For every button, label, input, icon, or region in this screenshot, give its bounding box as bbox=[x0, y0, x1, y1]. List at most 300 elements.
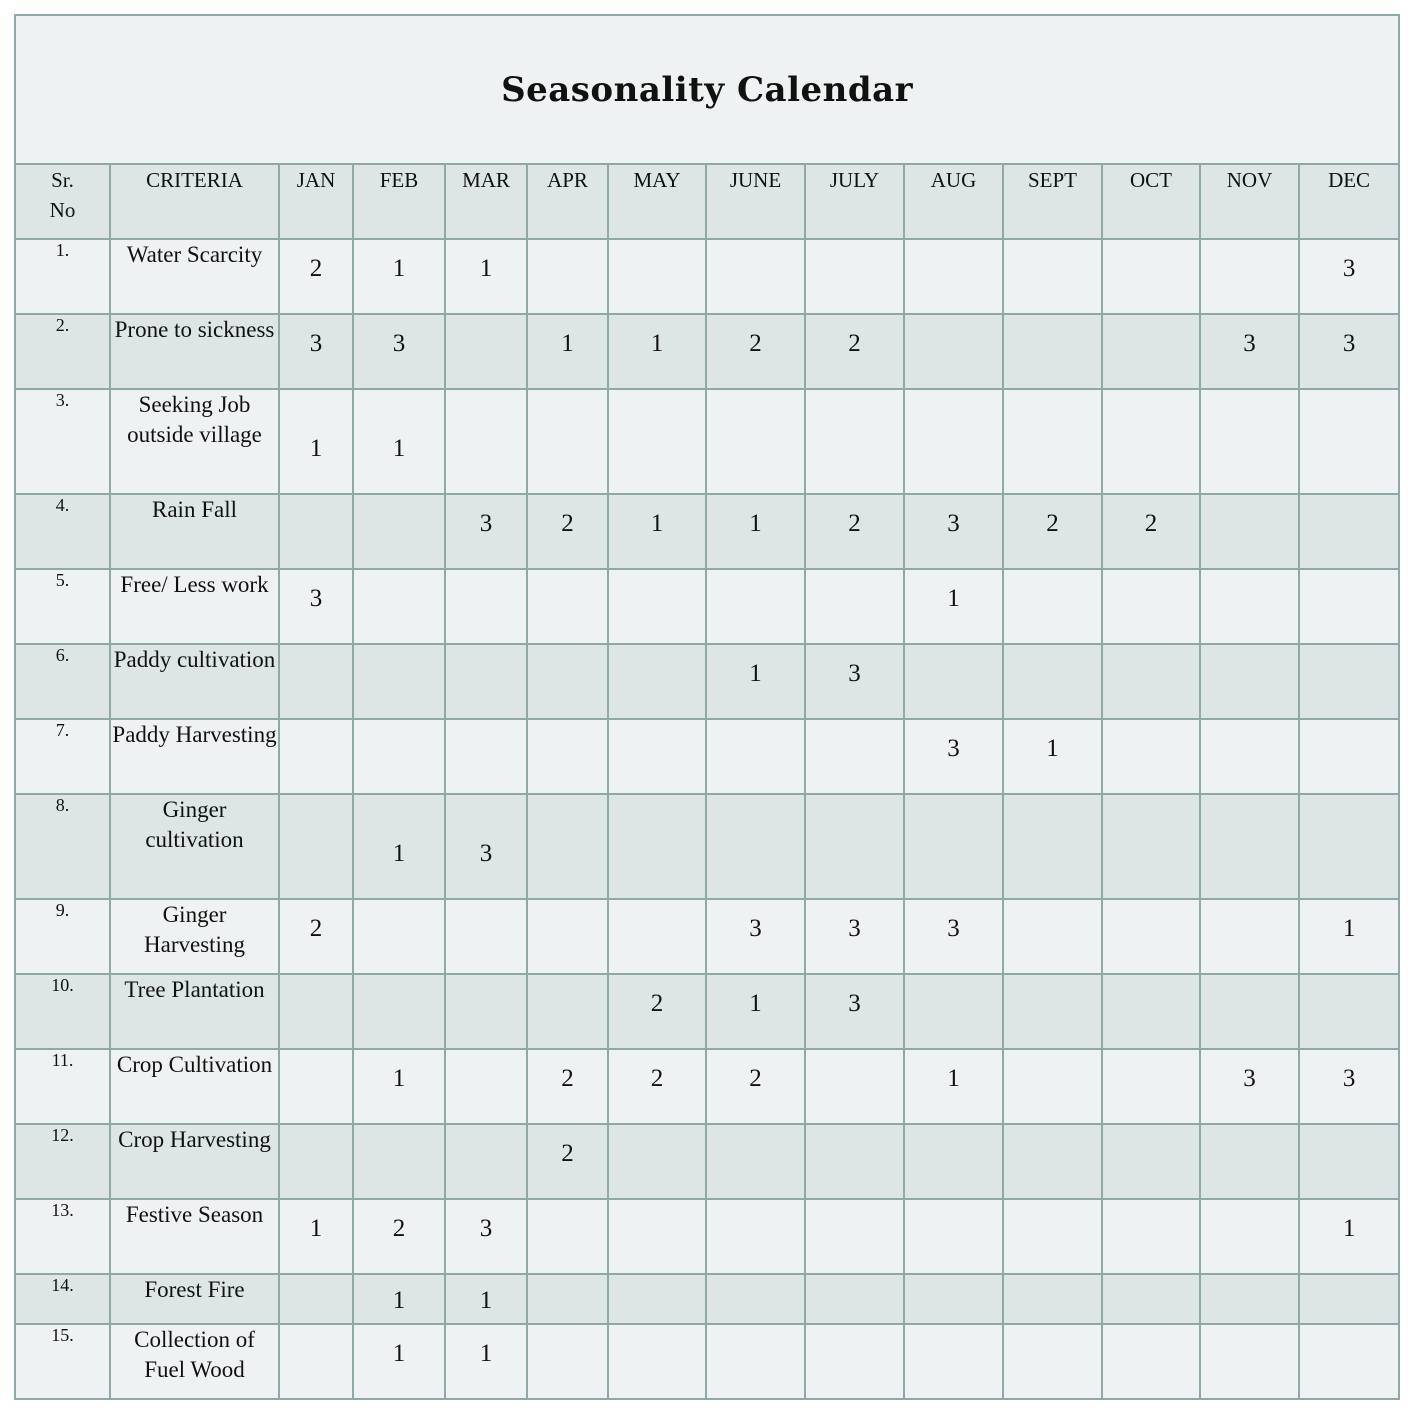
value-cell bbox=[1003, 1274, 1102, 1324]
value-cell bbox=[445, 494, 527, 569]
value-text bbox=[905, 1325, 1002, 1340]
value-cell bbox=[608, 494, 706, 569]
value-cell bbox=[1200, 314, 1299, 389]
row-number: 5. bbox=[15, 569, 110, 644]
value-text bbox=[528, 240, 607, 255]
value-text bbox=[1201, 240, 1298, 255]
value-cell bbox=[445, 974, 527, 1049]
value-text bbox=[1300, 390, 1398, 435]
value-text bbox=[1004, 975, 1101, 990]
value-cell bbox=[904, 1274, 1003, 1324]
criteria-cell: Rain Fall bbox=[110, 494, 279, 569]
header-row bbox=[15, 164, 1399, 239]
criteria-cell: Forest Fire bbox=[110, 1274, 279, 1324]
value-cell bbox=[805, 314, 904, 389]
value-text bbox=[1004, 900, 1101, 915]
value-cell bbox=[1299, 644, 1399, 719]
value-cell bbox=[608, 569, 706, 644]
value-cell bbox=[1102, 794, 1200, 899]
value-cell bbox=[608, 899, 706, 974]
value-text bbox=[446, 315, 526, 330]
row-number: 9. bbox=[15, 899, 110, 974]
value-text: 3 bbox=[1243, 1065, 1256, 1092]
value-cell bbox=[1299, 974, 1399, 1049]
value-cell bbox=[1003, 314, 1102, 389]
row-number: 4. bbox=[15, 494, 110, 569]
value-text bbox=[1103, 240, 1199, 255]
value-cell bbox=[1200, 1049, 1299, 1124]
value-text: 1 bbox=[749, 990, 762, 1017]
value-cell bbox=[1102, 1049, 1200, 1124]
value-cell bbox=[353, 569, 445, 644]
value-cell bbox=[805, 1324, 904, 1399]
value-text bbox=[1103, 645, 1199, 660]
title-cell bbox=[15, 15, 1399, 164]
value-cell bbox=[706, 794, 805, 899]
value-cell bbox=[527, 899, 608, 974]
value-text bbox=[1103, 1275, 1199, 1287]
header-sept: SEPT bbox=[1003, 164, 1102, 239]
value-cell bbox=[353, 389, 445, 494]
table-row bbox=[15, 1324, 1399, 1399]
value-text: 1 bbox=[479, 1287, 493, 1314]
value-text bbox=[806, 720, 903, 735]
value-cell bbox=[1299, 1274, 1399, 1324]
value-text bbox=[446, 1050, 526, 1065]
value-text bbox=[707, 720, 804, 735]
value-cell bbox=[1102, 1124, 1200, 1199]
value-text: 1 bbox=[479, 255, 493, 282]
value-text bbox=[280, 720, 352, 735]
value-cell bbox=[445, 314, 527, 389]
value-text bbox=[280, 645, 352, 660]
row-number: 7. bbox=[15, 719, 110, 794]
value-text bbox=[1201, 495, 1298, 510]
value-cell bbox=[353, 239, 445, 314]
value-text bbox=[1103, 390, 1199, 435]
value-cell bbox=[353, 974, 445, 1049]
value-cell bbox=[279, 1199, 353, 1274]
value-cell bbox=[1003, 569, 1102, 644]
header-mar: MAR bbox=[445, 164, 527, 239]
row-number: 14. bbox=[15, 1274, 110, 1324]
value-text bbox=[1201, 975, 1298, 990]
value-text bbox=[707, 1275, 804, 1287]
table-row bbox=[15, 644, 1399, 719]
value-cell bbox=[1102, 1274, 1200, 1324]
value-text bbox=[354, 720, 444, 735]
value-text: 3 bbox=[848, 660, 861, 687]
value-text bbox=[354, 975, 444, 990]
value-text bbox=[1201, 570, 1298, 585]
value-cell bbox=[1003, 644, 1102, 719]
value-cell bbox=[279, 239, 353, 314]
value-cell bbox=[1200, 1199, 1299, 1274]
value-text bbox=[280, 1325, 352, 1340]
value-cell bbox=[805, 974, 904, 1049]
header-dec: DEC bbox=[1299, 164, 1399, 239]
value-text: 1 bbox=[749, 510, 762, 537]
value-text bbox=[528, 390, 607, 435]
value-text: 1 bbox=[1342, 1215, 1356, 1242]
value-text: 1 bbox=[947, 1065, 960, 1092]
value-text bbox=[707, 1325, 804, 1340]
value-cell bbox=[706, 389, 805, 494]
value-cell bbox=[1200, 899, 1299, 974]
value-text bbox=[446, 645, 526, 660]
value-cell bbox=[445, 719, 527, 794]
value-cell bbox=[706, 1274, 805, 1324]
value-text bbox=[528, 975, 607, 990]
criteria-cell: Crop Harvesting bbox=[110, 1124, 279, 1199]
value-text bbox=[905, 1200, 1002, 1215]
value-cell bbox=[805, 644, 904, 719]
value-text bbox=[1103, 720, 1199, 735]
value-text bbox=[1004, 315, 1101, 330]
value-text bbox=[806, 570, 903, 585]
value-text: 2 bbox=[1046, 510, 1059, 537]
value-cell bbox=[353, 1124, 445, 1199]
value-text bbox=[1300, 1275, 1398, 1287]
value-cell bbox=[1299, 719, 1399, 794]
value-text: 1 bbox=[309, 435, 323, 462]
value-text bbox=[1300, 975, 1398, 990]
table-row bbox=[15, 794, 1399, 899]
value-cell bbox=[279, 974, 353, 1049]
value-text: 3 bbox=[1243, 330, 1256, 357]
value-cell bbox=[1299, 1124, 1399, 1199]
value-cell bbox=[527, 239, 608, 314]
value-text bbox=[1103, 1125, 1199, 1140]
value-cell bbox=[527, 1049, 608, 1124]
value-cell bbox=[353, 719, 445, 794]
value-cell bbox=[353, 494, 445, 569]
value-text: 3 bbox=[479, 840, 493, 867]
value-cell bbox=[1102, 974, 1200, 1049]
value-text: 3 bbox=[479, 510, 493, 537]
value-cell bbox=[445, 1274, 527, 1324]
value-cell bbox=[1299, 794, 1399, 899]
seasonality-table bbox=[14, 14, 1400, 1400]
value-cell bbox=[1102, 1199, 1200, 1274]
value-cell bbox=[527, 794, 608, 899]
value-cell bbox=[1200, 1324, 1299, 1399]
value-cell bbox=[706, 644, 805, 719]
value-cell bbox=[904, 644, 1003, 719]
value-cell bbox=[1200, 974, 1299, 1049]
value-text bbox=[806, 795, 903, 840]
value-text: 3 bbox=[848, 915, 861, 942]
value-cell bbox=[1102, 1324, 1200, 1399]
value-cell bbox=[904, 1324, 1003, 1399]
row-number: 2. bbox=[15, 314, 110, 389]
value-text bbox=[707, 240, 804, 255]
value-cell bbox=[608, 239, 706, 314]
value-text bbox=[528, 1325, 607, 1340]
value-text bbox=[1201, 645, 1298, 660]
value-cell bbox=[904, 494, 1003, 569]
value-text bbox=[609, 1200, 705, 1215]
value-text bbox=[609, 390, 705, 435]
value-cell bbox=[904, 899, 1003, 974]
value-cell bbox=[608, 644, 706, 719]
value-text bbox=[609, 1125, 705, 1140]
value-text bbox=[806, 1200, 903, 1215]
value-cell bbox=[445, 1199, 527, 1274]
value-cell bbox=[1299, 314, 1399, 389]
header-sr-no: Sr. No bbox=[15, 164, 110, 239]
value-cell bbox=[279, 899, 353, 974]
value-cell bbox=[805, 719, 904, 794]
value-text bbox=[528, 645, 607, 660]
value-cell bbox=[706, 974, 805, 1049]
value-cell bbox=[445, 1124, 527, 1199]
value-text: 2 bbox=[309, 255, 323, 282]
value-text bbox=[1201, 390, 1298, 435]
value-cell bbox=[1003, 1199, 1102, 1274]
value-text: 1 bbox=[749, 660, 762, 687]
value-cell bbox=[1003, 239, 1102, 314]
row-number: 12. bbox=[15, 1124, 110, 1199]
value-text bbox=[1103, 975, 1199, 990]
value-text: 2 bbox=[749, 1065, 762, 1092]
criteria-cell: Prone to sickness bbox=[110, 314, 279, 389]
row-number: 13. bbox=[15, 1199, 110, 1274]
table-row bbox=[15, 314, 1399, 389]
value-text bbox=[1004, 795, 1101, 840]
value-cell bbox=[1200, 794, 1299, 899]
value-text bbox=[354, 900, 444, 915]
value-cell bbox=[805, 1049, 904, 1124]
value-cell bbox=[445, 794, 527, 899]
value-cell bbox=[1200, 494, 1299, 569]
value-text bbox=[1201, 720, 1298, 735]
value-cell bbox=[279, 1324, 353, 1399]
value-text bbox=[609, 1325, 705, 1340]
value-text: 2 bbox=[561, 1140, 574, 1167]
value-cell bbox=[608, 719, 706, 794]
value-cell bbox=[904, 1049, 1003, 1124]
value-cell bbox=[904, 974, 1003, 1049]
value-cell bbox=[1003, 974, 1102, 1049]
value-text: 1 bbox=[650, 330, 664, 357]
header-jan: JAN bbox=[279, 164, 353, 239]
row-number: 11. bbox=[15, 1049, 110, 1124]
value-cell bbox=[608, 1324, 706, 1399]
value-text bbox=[1300, 1125, 1398, 1140]
value-text bbox=[905, 315, 1002, 330]
value-text bbox=[609, 795, 705, 840]
value-text bbox=[905, 390, 1002, 435]
value-text bbox=[707, 795, 804, 840]
value-text: 3 bbox=[1342, 1065, 1356, 1092]
value-text bbox=[446, 975, 526, 990]
value-text: 1 bbox=[309, 1215, 323, 1242]
value-cell bbox=[1200, 719, 1299, 794]
value-cell bbox=[805, 1274, 904, 1324]
value-text: 1 bbox=[392, 1065, 406, 1092]
table-row bbox=[15, 1274, 1399, 1324]
value-text bbox=[1201, 1200, 1298, 1215]
value-text: 1 bbox=[392, 1287, 406, 1314]
value-cell bbox=[608, 1049, 706, 1124]
value-cell bbox=[527, 389, 608, 494]
header-june: JUNE bbox=[706, 164, 805, 239]
value-cell bbox=[904, 719, 1003, 794]
criteria-cell: Paddy cultivation bbox=[110, 644, 279, 719]
value-text: 3 bbox=[1342, 330, 1356, 357]
criteria-cell: Tree Plantation bbox=[110, 974, 279, 1049]
value-text bbox=[280, 1050, 352, 1065]
value-cell bbox=[445, 1049, 527, 1124]
value-text bbox=[609, 240, 705, 255]
value-cell bbox=[706, 569, 805, 644]
value-cell bbox=[353, 899, 445, 974]
table-row bbox=[15, 974, 1399, 1049]
value-text bbox=[905, 240, 1002, 255]
value-cell bbox=[279, 719, 353, 794]
header-criteria: CRITERIA bbox=[110, 164, 279, 239]
value-cell bbox=[1299, 494, 1399, 569]
value-text: 2 bbox=[309, 915, 323, 942]
value-text bbox=[609, 900, 705, 915]
value-cell bbox=[805, 239, 904, 314]
value-cell bbox=[904, 239, 1003, 314]
value-cell bbox=[445, 899, 527, 974]
value-cell bbox=[1102, 389, 1200, 494]
criteria-cell: Seeking Job outside village bbox=[110, 389, 279, 494]
criteria-cell: Free/ Less work bbox=[110, 569, 279, 644]
value-text: 2 bbox=[650, 990, 664, 1017]
value-cell bbox=[904, 314, 1003, 389]
value-text: 1 bbox=[561, 330, 574, 357]
value-cell bbox=[1200, 239, 1299, 314]
value-cell bbox=[1299, 899, 1399, 974]
value-cell bbox=[279, 794, 353, 899]
value-cell bbox=[527, 569, 608, 644]
value-text bbox=[806, 240, 903, 255]
value-cell bbox=[353, 1199, 445, 1274]
value-text bbox=[1300, 570, 1398, 585]
value-text bbox=[528, 570, 607, 585]
value-cell bbox=[904, 389, 1003, 494]
value-text: 1 bbox=[947, 585, 960, 612]
value-text bbox=[1201, 1325, 1298, 1340]
table-row bbox=[15, 719, 1399, 794]
value-cell bbox=[1102, 644, 1200, 719]
value-text bbox=[609, 570, 705, 585]
value-text bbox=[806, 1050, 903, 1065]
value-cell bbox=[706, 314, 805, 389]
value-cell bbox=[353, 1274, 445, 1324]
value-text bbox=[1201, 795, 1298, 840]
value-text bbox=[1004, 570, 1101, 585]
value-text bbox=[1300, 495, 1398, 510]
value-cell bbox=[279, 569, 353, 644]
value-cell bbox=[279, 644, 353, 719]
criteria-cell: Crop Cultivation bbox=[110, 1049, 279, 1124]
value-text: 2 bbox=[561, 1065, 574, 1092]
value-cell bbox=[608, 1124, 706, 1199]
value-text bbox=[905, 1125, 1002, 1140]
value-text bbox=[280, 795, 352, 840]
value-cell bbox=[1003, 494, 1102, 569]
value-cell bbox=[904, 1199, 1003, 1274]
value-text bbox=[1004, 240, 1101, 255]
table-row bbox=[15, 1049, 1399, 1124]
value-cell bbox=[353, 794, 445, 899]
value-text bbox=[1201, 900, 1298, 915]
criteria-cell: Ginger Harvesting bbox=[110, 899, 279, 974]
value-text bbox=[1300, 720, 1398, 735]
value-cell bbox=[1200, 389, 1299, 494]
value-cell bbox=[279, 1274, 353, 1324]
value-text bbox=[280, 495, 352, 510]
value-text: 1 bbox=[650, 510, 664, 537]
table-row bbox=[15, 494, 1399, 569]
row-number: 10. bbox=[15, 974, 110, 1049]
value-text bbox=[1004, 1275, 1101, 1287]
value-cell bbox=[1299, 1324, 1399, 1399]
value-text bbox=[528, 795, 607, 840]
value-cell bbox=[706, 1199, 805, 1274]
value-cell bbox=[608, 389, 706, 494]
criteria-cell: Ginger cultivation bbox=[110, 794, 279, 899]
value-cell bbox=[279, 494, 353, 569]
value-text bbox=[446, 570, 526, 585]
value-cell bbox=[279, 1049, 353, 1124]
value-text bbox=[1103, 900, 1199, 915]
value-text: 2 bbox=[848, 330, 861, 357]
value-text bbox=[280, 1125, 352, 1140]
value-text bbox=[1103, 795, 1199, 840]
header-july: JULY bbox=[805, 164, 904, 239]
row-number: 15. bbox=[15, 1324, 110, 1399]
value-cell bbox=[1102, 719, 1200, 794]
value-cell bbox=[608, 314, 706, 389]
value-text bbox=[905, 795, 1002, 840]
value-text bbox=[1103, 1200, 1199, 1215]
value-cell bbox=[805, 1124, 904, 1199]
value-text bbox=[1004, 1050, 1101, 1065]
value-cell bbox=[527, 719, 608, 794]
row-number: 8. bbox=[15, 794, 110, 899]
value-cell bbox=[353, 644, 445, 719]
value-cell bbox=[445, 389, 527, 494]
value-cell bbox=[445, 1324, 527, 1399]
value-text: 3 bbox=[479, 1215, 493, 1242]
value-text bbox=[446, 900, 526, 915]
value-text bbox=[1004, 645, 1101, 660]
value-text bbox=[354, 645, 444, 660]
value-cell bbox=[1200, 569, 1299, 644]
value-cell bbox=[1299, 1199, 1399, 1274]
value-cell bbox=[805, 1199, 904, 1274]
value-cell bbox=[1102, 314, 1200, 389]
value-text bbox=[1103, 570, 1199, 585]
value-cell bbox=[279, 389, 353, 494]
value-text bbox=[707, 1125, 804, 1140]
header-nov: NOV bbox=[1200, 164, 1299, 239]
value-text bbox=[528, 1200, 607, 1215]
criteria-cell: Paddy Harvesting bbox=[110, 719, 279, 794]
value-cell bbox=[904, 794, 1003, 899]
value-cell bbox=[353, 1324, 445, 1399]
value-cell bbox=[608, 794, 706, 899]
value-text bbox=[446, 1125, 526, 1140]
value-text: 3 bbox=[1342, 255, 1356, 282]
value-text: 3 bbox=[947, 510, 960, 537]
